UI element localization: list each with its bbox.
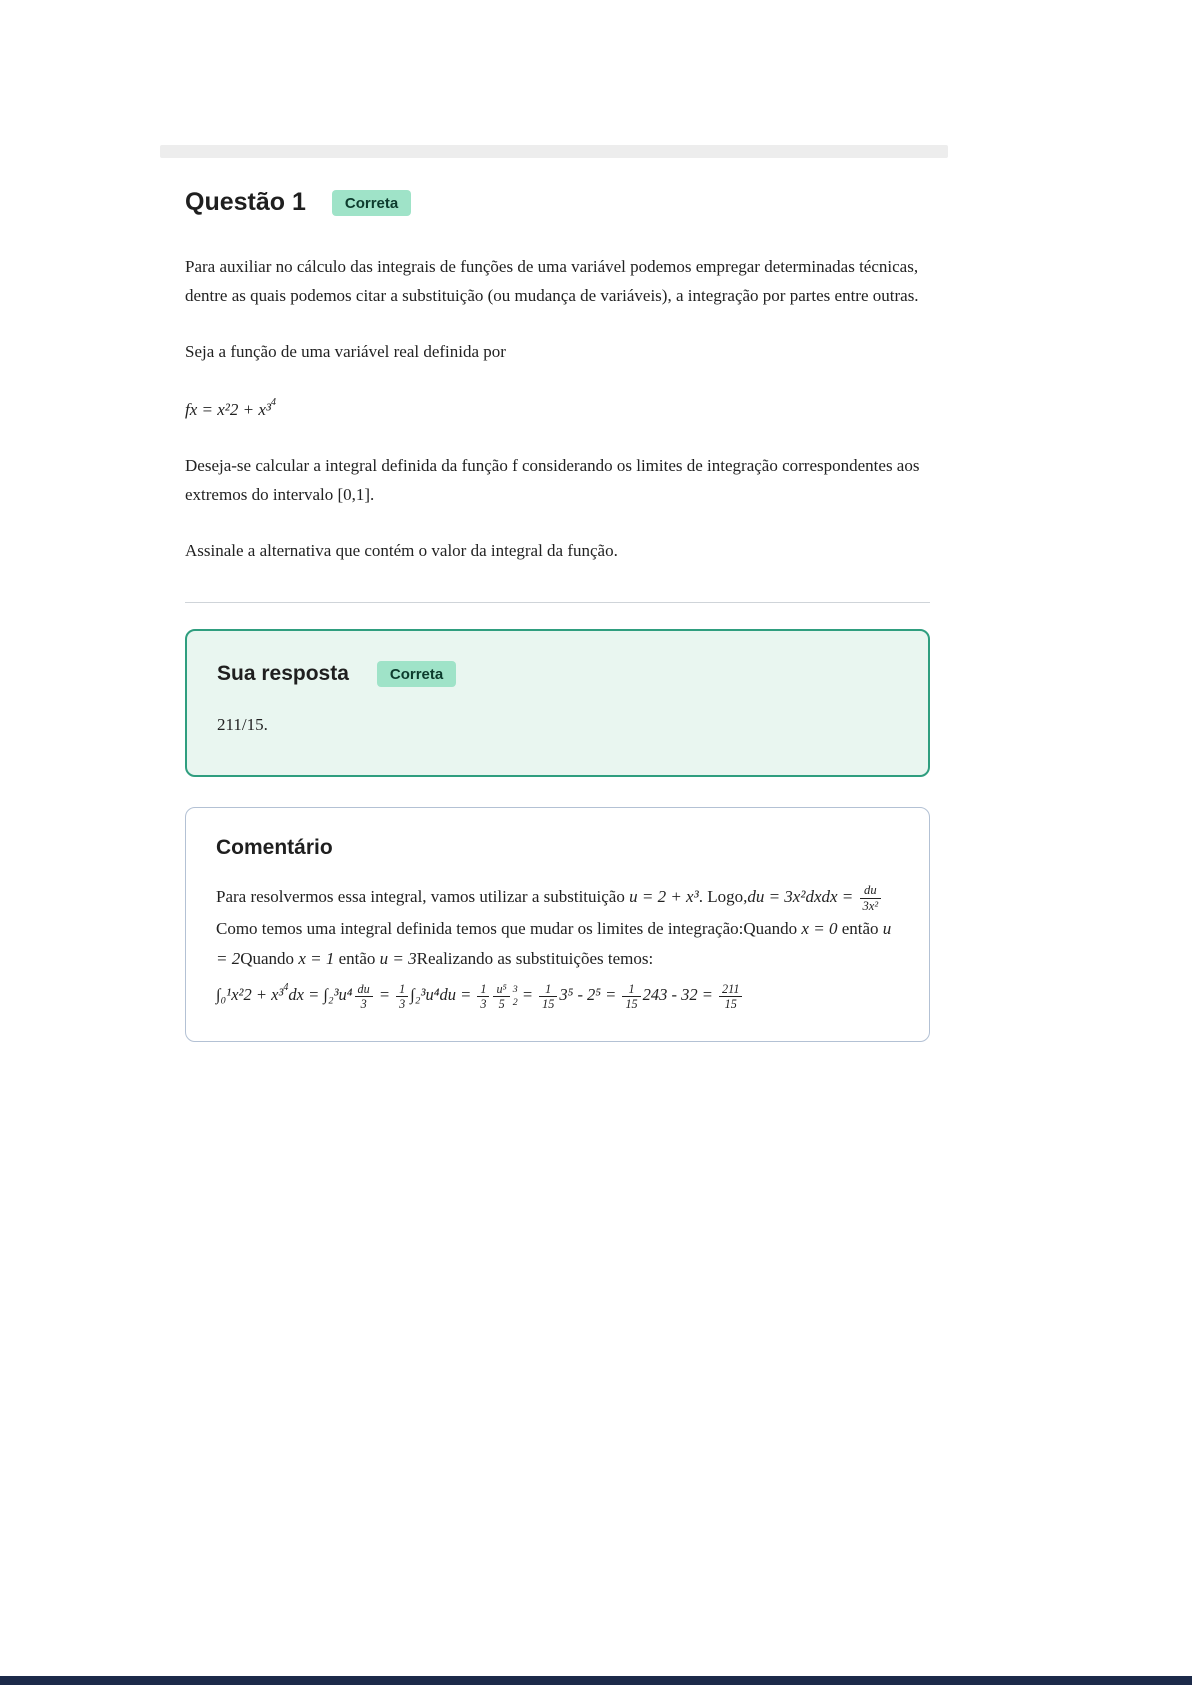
answer-title: Sua resposta (217, 661, 349, 685)
question-title: Questão 1 (185, 188, 306, 216)
section-divider (185, 602, 930, 603)
comment-body: Para resolvermos essa integral, vamos utilizar a substituição u = 2 + x³. Logo,du = 3x²dxdx = $\frac{du}{\text{3x²}}$ Como temos uma integral definida temos que mudar os limites de integração:Quando x = 0 então u = 2Quando x = 1 então u = 3Realizando as substituições temos: (216, 883, 892, 969)
question-header (185, 188, 930, 217)
question-paragraph-3: Deseja-se calcular a integral definida da função f considerando os limites de integração correspondentes aos extremos do intervalo [0,1]. (185, 456, 920, 504)
comment-title: Comentário (216, 836, 333, 860)
footer-bar (0, 1676, 1192, 1685)
answer-card (185, 629, 930, 778)
question-paragraph-2: Seja a função de uma variável real definida por (185, 342, 506, 362)
comment-formula: ∫₀¹x²2 + x³$^4$dx = ∫₂³u⁴ $\frac{du}{3}$ = $\frac{1}{3}$ ∫₂³u⁴du = $\frac{1}{3}$ $\frac{\text{u⁵}}{5}$ 3 2 = $\frac{1}{15}$ 3⁵ - 2⁵ = $\frac{1}{15}$ 243 - 32 = $\frac{211}{15}$ (216, 978, 899, 1011)
question-panel (185, 178, 930, 1042)
answer-value: 211/15. (217, 714, 268, 734)
question-paragraph-4: Assinale a alternativa que contém o valor da integral da função. (185, 541, 618, 561)
question-status-badge: Correta (332, 190, 411, 216)
question-paragraph-1: Para auxiliar no cálculo das integrais de funções de uma variável podemos empregar determinadas técnicas, dentre as quais podemos citar a substituição (ou mudança de variáveis), a integração por partes entre outras. (185, 257, 919, 305)
answer-status-badge: Correta (377, 661, 456, 687)
comment-card (185, 807, 930, 1042)
page-top-strip (160, 145, 948, 158)
question-formula: fx = x²2 + x³$^4$ (185, 396, 276, 419)
answer-header (217, 661, 898, 687)
